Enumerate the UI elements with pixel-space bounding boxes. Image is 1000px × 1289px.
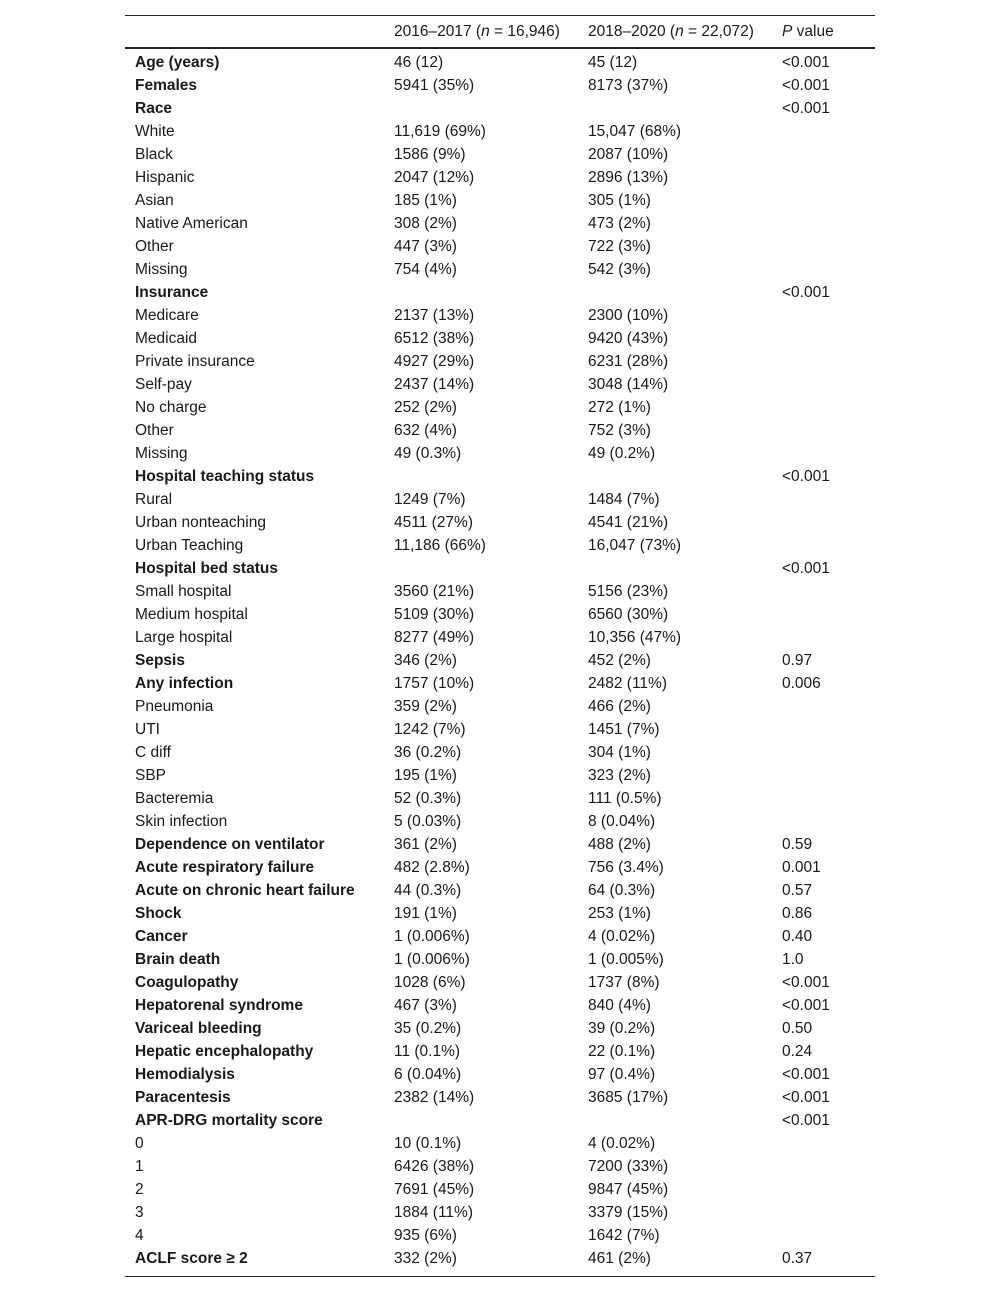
table-row (125, 718, 875, 741)
row-label: Black (135, 145, 173, 163)
table-row (125, 281, 875, 304)
row-label: Large hospital (135, 628, 233, 646)
row-label: Medicare (135, 306, 199, 324)
table-row (125, 1224, 875, 1247)
value-2016-2017: 2047 (12%) (394, 168, 475, 186)
row-label: Asian (135, 191, 174, 209)
row-label: Hemodialysis (135, 1065, 235, 1083)
table-row (125, 442, 875, 465)
header-2016-2017 (394, 23, 588, 41)
row-label: Missing (135, 260, 188, 278)
row-label: C diff (135, 743, 171, 761)
table-row (125, 488, 875, 511)
p-value: 0.37 (782, 1249, 813, 1267)
table-row (125, 97, 875, 120)
table-row (125, 856, 875, 879)
row-label: Rural (135, 490, 173, 508)
value-2016-2017: 3560 (21%) (394, 582, 475, 600)
row-label: 2 (135, 1180, 144, 1198)
row-label: No charge (135, 398, 207, 416)
value-2016-2017: 44 (0.3%) (394, 881, 462, 899)
table-row (125, 120, 875, 143)
row-label: Females (135, 76, 198, 94)
row-label: Sepsis (135, 651, 185, 669)
row-label: Medium hospital (135, 605, 248, 623)
row-label: Hospital teaching status (135, 467, 315, 485)
row-label: Native American (135, 214, 248, 232)
value-2016-2017: 1249 (7%) (394, 490, 466, 508)
value-2018-2020: 2896 (13%) (588, 168, 669, 186)
value-2016-2017: 185 (1%) (394, 191, 457, 209)
row-label: Any infection (135, 674, 234, 692)
value-2018-2020: 49 (0.2%) (588, 444, 656, 462)
header-col1-suffix: = 16,946) (489, 22, 560, 40)
value-2018-2020: 6231 (28%) (588, 352, 669, 370)
table-row (125, 787, 875, 810)
table-row (125, 1178, 875, 1201)
row-label: ACLF score ≥ 2 (135, 1249, 248, 1267)
value-2018-2020: 466 (2%) (588, 697, 651, 715)
value-2018-2020: 323 (2%) (588, 766, 651, 784)
table-row (125, 304, 875, 327)
value-2018-2020: 253 (1%) (588, 904, 651, 922)
row-label: Urban Teaching (135, 536, 244, 554)
row-label: Hospital bed status (135, 559, 278, 577)
row-label: APR-DRG mortality score (135, 1111, 323, 1129)
p-value: <0.001 (782, 53, 830, 71)
value-2016-2017: 252 (2%) (394, 398, 457, 416)
table-row (125, 1155, 875, 1178)
row-label: Hepatorenal syndrome (135, 996, 303, 1014)
table-row (125, 1247, 875, 1270)
value-2016-2017: 5 (0.03%) (394, 812, 462, 830)
value-2018-2020: 8 (0.04%) (588, 812, 656, 830)
value-2016-2017: 447 (3%) (394, 237, 457, 255)
p-value: <0.001 (782, 1111, 830, 1129)
table-row (125, 1086, 875, 1109)
row-label: Medicaid (135, 329, 198, 347)
value-2016-2017: 2137 (13%) (394, 306, 475, 324)
row-label: Paracentesis (135, 1088, 231, 1106)
value-2016-2017: 11 (0.1%) (394, 1042, 461, 1060)
table-row (125, 649, 875, 672)
table-row (125, 580, 875, 603)
value-2016-2017: 308 (2%) (394, 214, 457, 232)
row-label: Self-pay (135, 375, 192, 393)
row-label: Age (years) (135, 53, 220, 71)
value-2016-2017: 4927 (29%) (394, 352, 475, 370)
table-row (125, 1063, 875, 1086)
value-2016-2017: 6426 (38%) (394, 1157, 475, 1175)
p-value: 0.97 (782, 651, 813, 669)
value-2016-2017: 1242 (7%) (394, 720, 466, 738)
table-row (125, 419, 875, 442)
table-row (125, 879, 875, 902)
header-col2-prefix: 2018–2020 ( (588, 22, 676, 40)
table-row (125, 396, 875, 419)
table-row (125, 1109, 875, 1132)
value-2016-2017: 11,186 (66%) (394, 536, 486, 554)
value-2018-2020: 488 (2%) (588, 835, 651, 853)
header-col1-n: n (481, 22, 490, 40)
p-value: <0.001 (782, 99, 830, 117)
row-label: Other (135, 421, 174, 439)
row-label: Other (135, 237, 174, 255)
table-body (125, 49, 875, 1276)
value-2018-2020: 473 (2%) (588, 214, 651, 232)
value-2018-2020: 7200 (33%) (588, 1157, 669, 1175)
value-2016-2017: 361 (2%) (394, 835, 457, 853)
p-value: 0.86 (782, 904, 813, 922)
table-row (125, 465, 875, 488)
row-label: Cancer (135, 927, 188, 945)
value-2016-2017: 6512 (38%) (394, 329, 475, 347)
value-2018-2020: 1484 (7%) (588, 490, 660, 508)
value-2018-2020: 1642 (7%) (588, 1226, 660, 1244)
value-2018-2020: 97 (0.4%) (588, 1065, 656, 1083)
value-2016-2017: 1884 (11%) (394, 1203, 473, 1221)
table-row (125, 189, 875, 212)
value-2018-2020: 4541 (21%) (588, 513, 669, 531)
value-2018-2020: 2300 (10%) (588, 306, 669, 324)
value-2016-2017: 8277 (49%) (394, 628, 475, 646)
value-2018-2020: 9420 (43%) (588, 329, 669, 347)
row-label: Hispanic (135, 168, 195, 186)
row-label: Pneumonia (135, 697, 214, 715)
p-value: 0.006 (782, 674, 821, 692)
header-col1-prefix: 2016–2017 ( (394, 22, 482, 40)
value-2018-2020: 756 (3.4%) (588, 858, 664, 876)
bottom-rule (125, 1276, 875, 1277)
value-2016-2017: 11,619 (69%) (394, 122, 486, 140)
table-row (125, 948, 875, 971)
value-2018-2020: 1 (0.005%) (588, 950, 664, 968)
p-value: <0.001 (782, 1088, 830, 1106)
table-row (125, 695, 875, 718)
row-label: Bacteremia (135, 789, 214, 807)
row-label: Private insurance (135, 352, 255, 370)
p-value: 1.0 (782, 950, 804, 968)
table-row (125, 373, 875, 396)
value-2016-2017: 5941 (35%) (394, 76, 475, 94)
value-2018-2020: 722 (3%) (588, 237, 651, 255)
value-2018-2020: 1737 (8%) (588, 973, 660, 991)
value-2018-2020: 111 (0.5%) (588, 789, 662, 807)
table-header-row (125, 16, 875, 47)
value-2016-2017: 35 (0.2%) (394, 1019, 462, 1037)
value-2016-2017: 1 (0.006%) (394, 950, 470, 968)
row-label: Shock (135, 904, 182, 922)
value-2016-2017: 754 (4%) (394, 260, 457, 278)
value-2018-2020: 2482 (11%) (588, 674, 667, 692)
table-row (125, 511, 875, 534)
p-value: <0.001 (782, 283, 830, 301)
header-p-suffix: value (792, 22, 834, 40)
table-row (125, 74, 875, 97)
p-value: 0.59 (782, 835, 813, 853)
value-2018-2020: 3685 (17%) (588, 1088, 669, 1106)
value-2018-2020: 1451 (7%) (588, 720, 660, 738)
value-2016-2017: 632 (4%) (394, 421, 457, 439)
row-label: 3 (135, 1203, 144, 1221)
table-row (125, 810, 875, 833)
row-label: Race (135, 99, 173, 117)
p-value: 0.24 (782, 1042, 813, 1060)
value-2016-2017: 359 (2%) (394, 697, 457, 715)
row-label: Urban nonteaching (135, 513, 266, 531)
table-row (125, 603, 875, 626)
value-2018-2020: 272 (1%) (588, 398, 651, 416)
value-2016-2017: 7691 (45%) (394, 1180, 475, 1198)
value-2016-2017: 2382 (14%) (394, 1088, 475, 1106)
value-2018-2020: 542 (3%) (588, 260, 651, 278)
value-2018-2020: 840 (4%) (588, 996, 651, 1014)
row-label: Small hospital (135, 582, 232, 600)
table-row (125, 1040, 875, 1063)
row-label: 0 (135, 1134, 144, 1152)
table-row (125, 327, 875, 350)
table-row (125, 833, 875, 856)
header-p-value (782, 23, 875, 41)
table-row (125, 994, 875, 1017)
header-p-symbol: P (782, 22, 793, 40)
row-label: White (135, 122, 175, 140)
value-2018-2020: 3379 (15%) (588, 1203, 669, 1221)
value-2018-2020: 16,047 (73%) (588, 536, 682, 554)
row-label: Dependence on ventilator (135, 835, 325, 853)
value-2018-2020: 6560 (30%) (588, 605, 669, 623)
p-value: 0.40 (782, 927, 813, 945)
value-2016-2017: 1 (0.006%) (394, 927, 470, 945)
p-value: 0.001 (782, 858, 821, 876)
row-label: Acute on chronic heart failure (135, 881, 355, 899)
row-label: Missing (135, 444, 188, 462)
value-2016-2017: 46 (12) (394, 53, 444, 71)
value-2016-2017: 1028 (6%) (394, 973, 466, 991)
p-value: 0.57 (782, 881, 813, 899)
row-label: Insurance (135, 283, 209, 301)
table-row (125, 741, 875, 764)
row-label: Variceal bleeding (135, 1019, 262, 1037)
value-2018-2020: 4 (0.02%) (588, 927, 656, 945)
value-2016-2017: 195 (1%) (394, 766, 457, 784)
table-row (125, 143, 875, 166)
table-row (125, 51, 875, 74)
value-2018-2020: 8173 (37%) (588, 76, 669, 94)
value-2018-2020: 452 (2%) (588, 651, 651, 669)
table-row (125, 212, 875, 235)
row-label: SBP (135, 766, 167, 784)
value-2016-2017: 191 (1%) (394, 904, 457, 922)
p-value: <0.001 (782, 76, 830, 94)
p-value: <0.001 (782, 1065, 830, 1083)
row-label: Hepatic encephalopathy (135, 1042, 314, 1060)
table-row (125, 350, 875, 373)
table-row (125, 258, 875, 281)
value-2016-2017: 6 (0.04%) (394, 1065, 462, 1083)
table-row (125, 1017, 875, 1040)
value-2018-2020: 305 (1%) (588, 191, 651, 209)
value-2016-2017: 2437 (14%) (394, 375, 475, 393)
p-value: <0.001 (782, 973, 830, 991)
value-2016-2017: 467 (3%) (394, 996, 457, 1014)
row-label: UTI (135, 720, 160, 738)
table-row (125, 764, 875, 787)
value-2018-2020: 39 (0.2%) (588, 1019, 656, 1037)
header-col2-suffix: = 22,072) (683, 22, 754, 40)
table-row (125, 235, 875, 258)
table-row (125, 1201, 875, 1224)
value-2018-2020: 752 (3%) (588, 421, 651, 439)
value-2018-2020: 9847 (45%) (588, 1180, 669, 1198)
value-2018-2020: 15,047 (68%) (588, 122, 682, 140)
row-label: 4 (135, 1226, 144, 1244)
value-2018-2020: 64 (0.3%) (588, 881, 656, 899)
value-2016-2017: 332 (2%) (394, 1249, 457, 1267)
value-2018-2020: 10,356 (47%) (588, 628, 682, 646)
table-row (125, 166, 875, 189)
value-2016-2017: 935 (6%) (394, 1226, 457, 1244)
table-row (125, 1132, 875, 1155)
value-2018-2020: 45 (12) (588, 53, 638, 71)
row-label: Acute respiratory failure (135, 858, 315, 876)
table-row (125, 971, 875, 994)
value-2016-2017: 5109 (30%) (394, 605, 475, 623)
table-row (125, 557, 875, 580)
value-2018-2020: 5156 (23%) (588, 582, 669, 600)
table-row (125, 534, 875, 557)
p-value: 0.50 (782, 1019, 813, 1037)
row-label: Skin infection (135, 812, 228, 830)
value-2018-2020: 3048 (14%) (588, 375, 669, 393)
data-table (125, 15, 875, 1277)
value-2016-2017: 52 (0.3%) (394, 789, 462, 807)
value-2016-2017: 10 (0.1%) (394, 1134, 462, 1152)
value-2018-2020: 22 (0.1%) (588, 1042, 656, 1060)
p-value: <0.001 (782, 559, 830, 577)
value-2016-2017: 4511 (27%) (394, 513, 473, 531)
table-row (125, 626, 875, 649)
row-label: Brain death (135, 950, 221, 968)
header-2018-2020 (588, 23, 782, 41)
value-2016-2017: 346 (2%) (394, 651, 457, 669)
header-col2-n: n (675, 22, 684, 40)
value-2016-2017: 49 (0.3%) (394, 444, 462, 462)
table-row (125, 925, 875, 948)
value-2018-2020: 2087 (10%) (588, 145, 669, 163)
table-row (125, 902, 875, 925)
value-2016-2017: 1586 (9%) (394, 145, 466, 163)
value-2016-2017: 482 (2.8%) (394, 858, 470, 876)
table-row (125, 672, 875, 695)
value-2016-2017: 1757 (10%) (394, 674, 475, 692)
value-2018-2020: 461 (2%) (588, 1249, 651, 1267)
value-2018-2020: 4 (0.02%) (588, 1134, 656, 1152)
value-2018-2020: 304 (1%) (588, 743, 651, 761)
p-value: <0.001 (782, 467, 830, 485)
value-2016-2017: 36 (0.2%) (394, 743, 462, 761)
p-value: <0.001 (782, 996, 830, 1014)
row-label: 1 (135, 1157, 144, 1175)
row-label: Coagulopathy (135, 973, 239, 991)
